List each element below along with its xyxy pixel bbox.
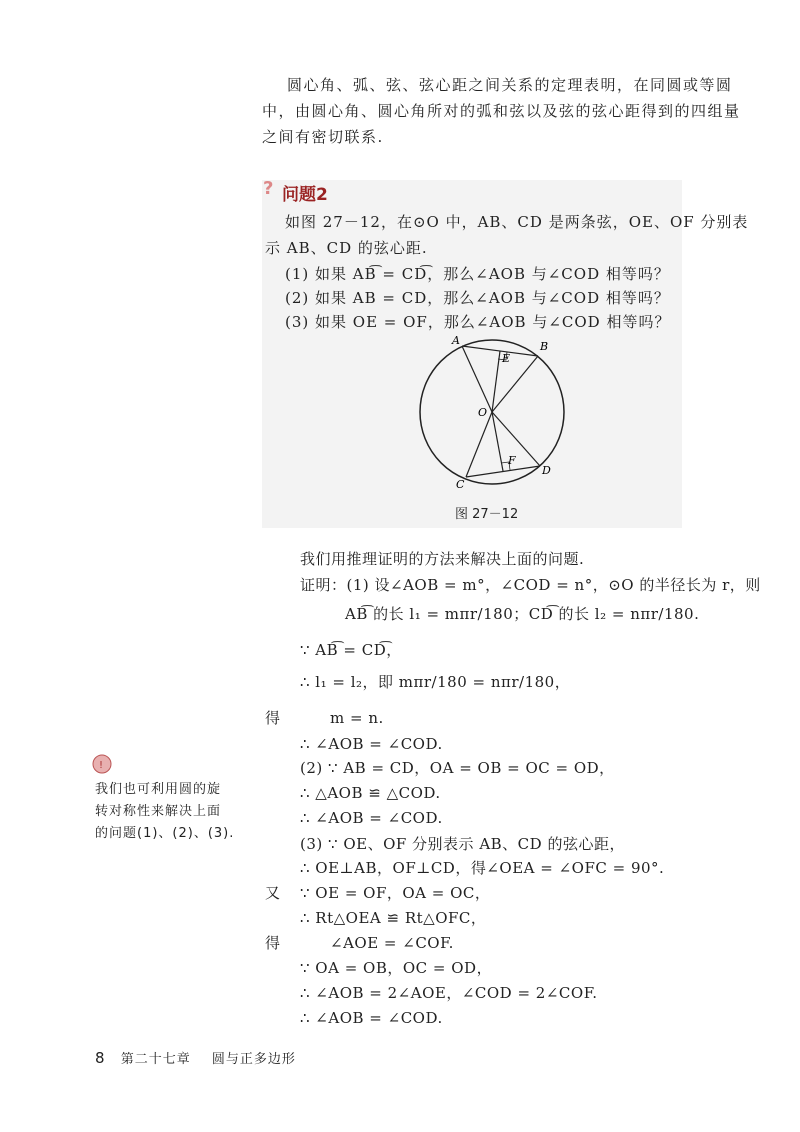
page-number: 8	[95, 1049, 106, 1067]
solution-line: ∵ OE = OF，OA = OC，	[300, 884, 491, 902]
sidenote	[90, 760, 240, 840]
label-f: F	[508, 454, 516, 467]
solution-line: ∴ ∠AOB = 2∠AOE，∠COD = 2∠COF.	[300, 984, 598, 1002]
intro-line: 中，由圆心角、圆心角所对的弧和弦以及弦的弦心距得到的四组量	[262, 102, 741, 120]
question-1: (1) 如果 AB͡ = CD͡，那么∠AOB 与∠COD 相等吗？	[285, 265, 670, 283]
label-b: B	[540, 340, 549, 353]
solution-line: 我们用推理证明的方法来解决上面的问题.	[300, 550, 585, 568]
intro-line: 之间有密切联系.	[262, 128, 384, 146]
solution-line: ∴ Rt△OEA ≌ Rt△OFC，	[300, 909, 487, 927]
solution-line: ∵ OA = OB，OC = OD，	[300, 959, 493, 977]
solution-line: (3) ∵ OE、OF 分别表示 AB、CD 的弦心距，	[300, 835, 625, 853]
chapter-title: 圆与正多边形	[211, 1052, 296, 1067]
solution-lead: 得	[265, 934, 281, 952]
sidenote-line: 转对称性来解决上面	[95, 804, 222, 819]
solution-line: (2) ∵ AB = CD，OA = OB = OC = OD，	[300, 759, 615, 777]
question-mark-icon: ?	[263, 178, 274, 199]
question-3: (3) 如果 OE = OF，那么∠AOB 与∠COD 相等吗？	[285, 313, 671, 331]
solution-line: ∴ △AOB ≌ △COD.	[300, 784, 441, 802]
solution-line: ∴ ∠AOB = ∠COD.	[300, 735, 443, 753]
figure-caption: 图 27－12	[455, 507, 519, 522]
label-e: E	[502, 352, 511, 365]
radius-od	[492, 412, 540, 466]
label-c: C	[456, 478, 465, 491]
svg-text:!: !	[99, 760, 104, 771]
sidenote-line: 的问题(1)、(2)、(3).	[95, 826, 235, 841]
problem-statement-line: 示 AB、CD 的弦心距.	[265, 239, 428, 257]
solution-line: ∵ AB͡ = CD͡，	[300, 641, 402, 659]
label-d: D	[542, 464, 551, 477]
solution-line: ∴ ∠AOB = ∠COD.	[300, 1009, 443, 1027]
solution-line: ∴ ∠AOB = ∠COD.	[300, 809, 443, 827]
solution-lead: 又	[265, 884, 281, 902]
problem-statement-line: 如图 27－12，在⊙O 中，AB、CD 是两条弦，OE、OF 分别表	[285, 213, 749, 231]
solution-line: AB͡ 的长 l₁ = mπr/180；CD͡ 的长 l₂ = nπr/180.	[345, 605, 700, 623]
chapter-label: 第二十七章	[120, 1052, 191, 1067]
page-footer	[95, 1048, 296, 1067]
label-o: O	[478, 406, 488, 419]
solution-line: m = n.	[330, 709, 384, 727]
solution-line: 证明：(1) 设∠AOB = m°，∠COD = n°，⊙O 的半径长为 r，则	[300, 576, 761, 594]
solution-line: ∴ l₁ = l₂，即 mπr/180 = nπr/180，	[300, 673, 571, 691]
question-2: (2) 如果 AB = CD，那么∠AOB 与∠COD 相等吗？	[285, 289, 670, 307]
segment-of	[492, 412, 503, 471]
label-a: A	[452, 334, 460, 347]
radius-oc	[466, 412, 492, 477]
radius-oa	[462, 346, 492, 412]
solution-lead: 得	[265, 709, 281, 727]
intro-line: 圆心角、弧、弦、弦心距之间关系的定理表明，在同圆或等圆	[287, 76, 733, 94]
solution-line: ∴ OE⊥AB，OF⊥CD，得∠OEA = ∠OFC = 90°.	[300, 859, 665, 877]
chord-cd	[466, 466, 540, 477]
radius-ob	[492, 356, 538, 412]
solution-line: ∠AOE = ∠COF.	[330, 934, 454, 952]
sidenote-line: 我们也可利用圆的旋	[95, 782, 222, 797]
circle-figure	[410, 330, 580, 500]
problem-title: 问题2	[282, 185, 328, 205]
